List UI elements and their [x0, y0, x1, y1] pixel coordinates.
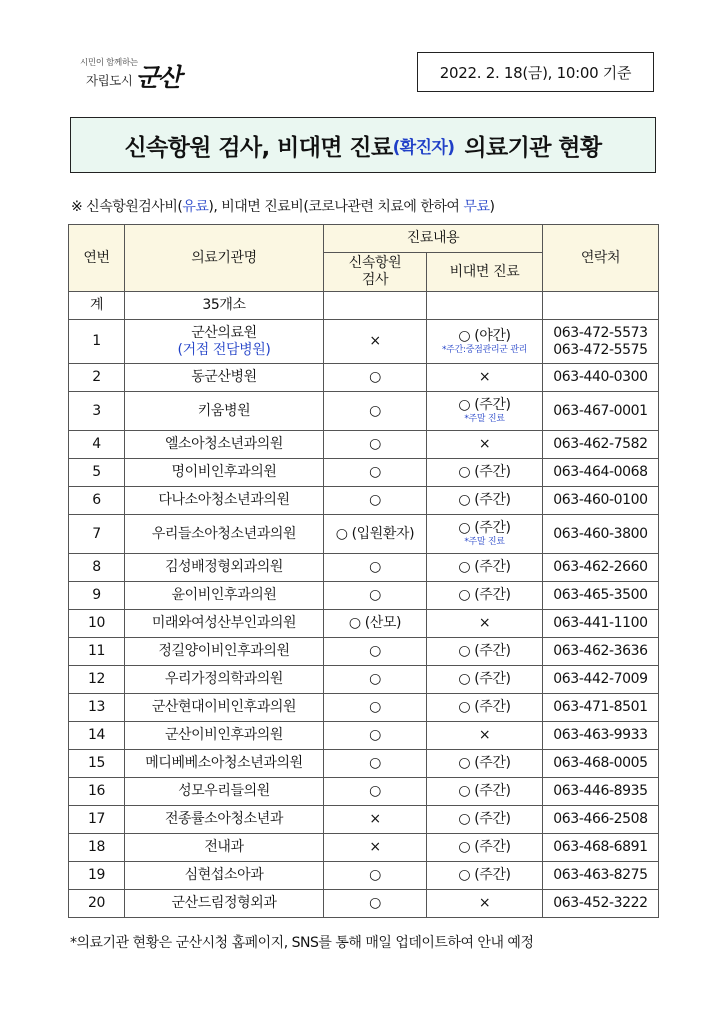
- row-no: 4: [69, 431, 125, 459]
- row-remote-text: ○ (주간): [458, 755, 511, 771]
- notice-middle: ), 비대면 진료비(코로나관련 치료에 한하여: [208, 199, 464, 215]
- table-row: [69, 487, 659, 515]
- total-empty: [543, 292, 659, 320]
- table-row: [69, 364, 659, 392]
- row-rapid: ○: [324, 554, 427, 582]
- notice-paid: 유료: [182, 199, 209, 215]
- row-remote-text: ○ (주간): [458, 783, 511, 799]
- row-phone: 063-441-1100: [543, 610, 659, 638]
- title-tail: 의료기관 현황: [464, 134, 602, 161]
- row-remote: [427, 515, 543, 554]
- total-empty: [324, 292, 427, 320]
- row-phone: 063-465-3500: [543, 582, 659, 610]
- row-rapid: ○: [324, 582, 427, 610]
- row-phone: 063-466-2508: [543, 806, 659, 834]
- row-phone-2: 063-472-5575: [553, 341, 648, 358]
- header-rapid-line1: 신속항원: [348, 255, 402, 271]
- table-row: [69, 890, 659, 918]
- date-stamp: [417, 52, 654, 92]
- logo-main-text: 자립도시: [86, 73, 133, 88]
- table-row: [69, 834, 659, 862]
- row-rapid: ○ (산모): [324, 610, 427, 638]
- row-rapid: ○: [324, 431, 427, 459]
- table-row: [69, 750, 659, 778]
- row-remote-text: ○ (주간): [458, 699, 511, 715]
- row-phone: 063-460-0100: [543, 487, 659, 515]
- row-name: 전종률소아청소년과: [125, 806, 324, 834]
- header-rapid-test: [324, 253, 427, 292]
- table-body: [69, 292, 659, 918]
- page-title: [70, 117, 656, 173]
- row-name: 군산이비인후과의원: [125, 722, 324, 750]
- table-row: [69, 392, 659, 431]
- row-no: 14: [69, 722, 125, 750]
- row-no: 20: [69, 890, 125, 918]
- row-phone: 063-446-8935: [543, 778, 659, 806]
- row-rapid: ○ (입원환자): [324, 515, 427, 554]
- table-row: [69, 722, 659, 750]
- row-remote: [427, 750, 543, 778]
- row-phone-1: 063-472-5573: [553, 324, 648, 341]
- row-remote: [427, 694, 543, 722]
- row-rapid: ○: [324, 750, 427, 778]
- row-name: 전내과: [125, 834, 324, 862]
- header-contact: 연락처: [543, 225, 659, 292]
- row-no: 15: [69, 750, 125, 778]
- row-name: 다나소아청소년과의원: [125, 487, 324, 515]
- row-no: 19: [69, 862, 125, 890]
- row-phone: [543, 320, 659, 364]
- table-row: [69, 666, 659, 694]
- row-remote-note: *주간:중점관리군 관리: [441, 344, 528, 355]
- row-rapid: ○: [324, 862, 427, 890]
- row-remote-text: ○ (주간): [458, 397, 511, 413]
- row-phone: 063-464-0068: [543, 459, 659, 487]
- row-remote-text: ○ (주간): [458, 811, 511, 827]
- total-empty: [427, 292, 543, 320]
- header-content: 진료내용: [324, 225, 543, 253]
- row-name: 우리들소아청소년과의원: [125, 515, 324, 554]
- row-remote-note: *주말 진료: [464, 414, 505, 424]
- row-remote: [427, 364, 543, 392]
- row-name: 정길양이비인후과의원: [125, 638, 324, 666]
- row-name: [125, 320, 324, 364]
- total-label: 계: [69, 292, 125, 320]
- row-name: 메디베베소아청소년과의원: [125, 750, 324, 778]
- row-rapid: ○: [324, 487, 427, 515]
- row-no: 17: [69, 806, 125, 834]
- table-row: [69, 638, 659, 666]
- row-remote-text: ○ (주간): [458, 867, 511, 883]
- row-remote-text: ○ (주간): [458, 587, 511, 603]
- logo-brand: 군산: [134, 63, 186, 92]
- row-remote: [427, 392, 543, 431]
- row-remote-text: ○ (주간): [458, 492, 511, 508]
- row-rapid: ×: [324, 834, 427, 862]
- row-phone: 063-462-2660: [543, 554, 659, 582]
- row-rapid: ○: [324, 778, 427, 806]
- table-row: [69, 862, 659, 890]
- row-name-text: 군산의료원: [191, 324, 257, 341]
- row-remote-text: ×: [478, 727, 491, 743]
- row-phone: 063-452-3222: [543, 890, 659, 918]
- row-remote: [427, 890, 543, 918]
- notice-free: 무료: [463, 199, 490, 215]
- table-row: [69, 515, 659, 554]
- row-remote: [427, 320, 543, 364]
- header-remote: 비대면 진료: [427, 253, 543, 292]
- row-no: 8: [69, 554, 125, 582]
- row-rapid: ○: [324, 666, 427, 694]
- row-no: 2: [69, 364, 125, 392]
- row-remote-text: ○ (주간): [458, 643, 511, 659]
- row-remote: [427, 666, 543, 694]
- footer-note: *의료기관 현황은 군산시청 홈페이지, SNS를 통해 매일 업데이트하여 안내 예정: [70, 935, 534, 951]
- total-row: [69, 292, 659, 320]
- table-row: [69, 694, 659, 722]
- row-name: 우리가정의학과의원: [125, 666, 324, 694]
- row-no: 1: [69, 320, 125, 364]
- row-phone: 063-442-7009: [543, 666, 659, 694]
- row-name: 심현섭소아과: [125, 862, 324, 890]
- row-no: 9: [69, 582, 125, 610]
- row-remote-text: ×: [478, 615, 491, 631]
- total-count: 35개소: [125, 292, 324, 320]
- row-rapid: ○: [324, 890, 427, 918]
- row-no: 18: [69, 834, 125, 862]
- row-phone: 063-468-0005: [543, 750, 659, 778]
- table-row: [69, 582, 659, 610]
- row-name: 군산드림정형외과: [125, 890, 324, 918]
- row-remote: [427, 778, 543, 806]
- date-stamp-text: 2022. 2. 18(금), 10:00 기준: [439, 63, 632, 82]
- row-name: 명이비인후과의원: [125, 459, 324, 487]
- table-row: [69, 554, 659, 582]
- row-rapid: ×: [324, 320, 427, 364]
- row-remote-text: ○ (주간): [458, 520, 511, 536]
- row-remote-note: *주말 진료: [464, 537, 505, 547]
- city-logo: [76, 52, 186, 92]
- row-remote: [427, 638, 543, 666]
- row-phone: 063-463-8275: [543, 862, 659, 890]
- row-no: 11: [69, 638, 125, 666]
- row-name: 미래와여성산부인과의원: [125, 610, 324, 638]
- table-row: [69, 431, 659, 459]
- row-name: 동군산병원: [125, 364, 324, 392]
- row-name: 군산현대이비인후과의원: [125, 694, 324, 722]
- cost-notice: [71, 196, 494, 216]
- row-remote: [427, 459, 543, 487]
- row-rapid: ○: [324, 459, 427, 487]
- row-name: 김성배정형외과의원: [125, 554, 324, 582]
- row-phone: 063-468-6891: [543, 834, 659, 862]
- table-row: [69, 459, 659, 487]
- title-main: 신속항원 검사, 비대면 진료: [124, 134, 393, 161]
- row-remote-text: ○ (야간): [458, 327, 511, 344]
- row-remote-text: ×: [478, 895, 491, 911]
- row-phone: 063-467-0001: [543, 392, 659, 431]
- row-remote-text: ○ (주간): [458, 839, 511, 855]
- header-no: 연번: [69, 225, 125, 292]
- row-remote: [427, 554, 543, 582]
- clinic-table: [68, 224, 659, 918]
- row-name-sub: (거점 전담병원): [177, 341, 271, 358]
- row-phone: 063-463-9933: [543, 722, 659, 750]
- row-remote: [427, 431, 543, 459]
- row-remote-text: ○ (주간): [458, 671, 511, 687]
- row-name: 성모우리들의원: [125, 778, 324, 806]
- title-confirmed: (확진자): [392, 137, 455, 158]
- row-rapid: ○: [324, 694, 427, 722]
- row-rapid: ○: [324, 364, 427, 392]
- row-rapid: ○: [324, 722, 427, 750]
- row-rapid: ○: [324, 392, 427, 431]
- row-remote: [427, 862, 543, 890]
- row-no: 7: [69, 515, 125, 554]
- row-phone: 063-471-8501: [543, 694, 659, 722]
- row-phone: 063-460-3800: [543, 515, 659, 554]
- row-no: 12: [69, 666, 125, 694]
- row-remote: [427, 806, 543, 834]
- table-header: [69, 225, 659, 292]
- row-remote: [427, 487, 543, 515]
- row-remote: [427, 722, 543, 750]
- row-remote: [427, 834, 543, 862]
- table-row: [69, 778, 659, 806]
- row-name: 윤이비인후과의원: [125, 582, 324, 610]
- row-phone: 063-462-7582: [543, 431, 659, 459]
- row-no: 10: [69, 610, 125, 638]
- row-phone: 063-462-3636: [543, 638, 659, 666]
- row-remote: [427, 582, 543, 610]
- row-no: 6: [69, 487, 125, 515]
- row-remote-text: ○ (주간): [458, 464, 511, 480]
- row-name: 키움병원: [125, 392, 324, 431]
- notice-suffix: ): [489, 199, 495, 215]
- header-name: 의료기관명: [125, 225, 324, 292]
- row-no: 13: [69, 694, 125, 722]
- row-rapid: ×: [324, 806, 427, 834]
- row-rapid: ○: [324, 638, 427, 666]
- row-no: 16: [69, 778, 125, 806]
- row-name: 엘소아청소년과의원: [125, 431, 324, 459]
- row-phone: 063-440-0300: [543, 364, 659, 392]
- row-remote-text: ×: [478, 369, 491, 385]
- row-remote-text: ×: [478, 436, 491, 452]
- row-remote: [427, 610, 543, 638]
- table-row: [69, 610, 659, 638]
- table-row: [69, 806, 659, 834]
- logo-tagline: 시민이 함께하는: [80, 58, 138, 68]
- row-no: 5: [69, 459, 125, 487]
- notice-prefix: ※ 신속항원검사비(: [71, 199, 183, 215]
- row-remote-text: ○ (주간): [458, 559, 511, 575]
- table-row: [69, 320, 659, 364]
- row-no: 3: [69, 392, 125, 431]
- header-rapid-line2: 검사: [361, 272, 389, 288]
